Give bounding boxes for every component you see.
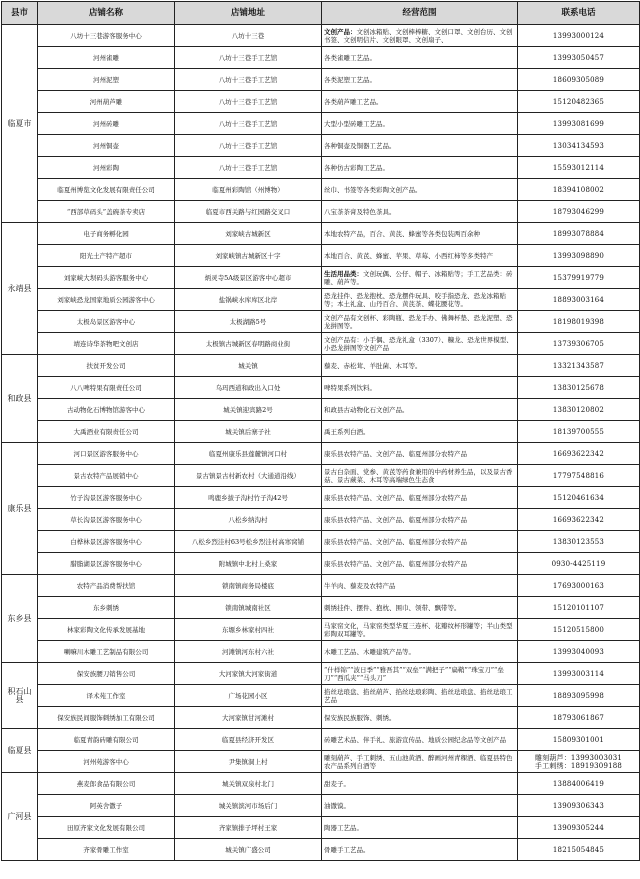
phone-number: 13321343587 xyxy=(552,361,605,370)
shop-name-cell: 喇嘛川木雕工艺制品有限公司 xyxy=(38,641,175,663)
shop-address-cell: 八坊十三巷 xyxy=(175,25,322,47)
shop-name-cell: 靖连诗华茶物吧文创店 xyxy=(38,333,175,355)
phone-number: 13993098890 xyxy=(552,251,605,260)
shop-name-cell: 阳光土产特产超市 xyxy=(38,245,175,267)
business-scope-cell xyxy=(322,663,518,685)
table-row xyxy=(2,839,640,861)
scope-text: 本地百合、黄芪、蜂蜜、苹果、草莓、小西红柿等多类特产 xyxy=(324,251,493,260)
phone-number: 0930-4425119 xyxy=(551,559,606,568)
shop-name-cell: 阿英舍馓子 xyxy=(38,795,175,817)
shop-address-cell: 八松乡烈洼村63号松乡烈洼村高寒窝铺 xyxy=(175,531,322,553)
phone-cell xyxy=(518,751,640,773)
phone-number: 18139700555 xyxy=(552,427,605,436)
scope-text: 文创冰箱贴、文创棒棒糖、文创口罩、文创台历、文创书签、文创明信片、文创眼罩、文创扇子、 xyxy=(324,27,513,44)
table-row xyxy=(2,267,640,289)
phone-cell xyxy=(518,729,640,751)
phone-cell xyxy=(518,817,640,839)
phone-number: 13830120802 xyxy=(552,405,605,414)
scope-text: 八宝茶茶膏及特色茶具。 xyxy=(324,207,396,216)
phone-cell xyxy=(518,839,640,861)
county-cell: 东乡县 xyxy=(2,575,38,663)
shop-name-cell: 刘家峡恐龙国家地质公园游客中心 xyxy=(38,289,175,311)
phone-number: 16693622342 xyxy=(552,449,605,458)
scope-text: 康乐县农特产品、文创产品、临夏州部分农特产品 xyxy=(324,449,467,458)
shop-address-cell: 城关镇滨河市场后门 xyxy=(175,795,322,817)
table-row xyxy=(2,25,640,47)
business-scope-cell xyxy=(322,839,518,861)
phone-number: 18893095998 xyxy=(552,691,605,700)
shop-address-cell: 八坊十三巷手工艺馆 xyxy=(175,91,322,113)
business-scope-cell xyxy=(322,619,518,641)
business-scope-cell xyxy=(322,377,518,399)
business-scope-cell xyxy=(322,531,518,553)
shop-address-cell: 临夏州彩陶馆（州博物） xyxy=(175,179,322,201)
scope-text: 各种铜壶及铜器工艺品。 xyxy=(324,141,396,150)
scope-text: 雕刻葫芦、手工刺绣、五山池黄酒、醉画河州青稞酒、临夏县特色农产品系列自酒等 xyxy=(324,753,513,770)
table-row xyxy=(2,597,640,619)
table-row xyxy=(2,113,640,135)
phone-number: 17797548816 xyxy=(552,471,605,480)
phone-cell xyxy=(518,619,640,641)
shop-name-cell: 河州苑游客中心 xyxy=(38,751,175,773)
table-row xyxy=(2,421,640,443)
shop-name-cell: “西部草码头”盖碗茶专卖店 xyxy=(38,201,175,223)
table-row xyxy=(2,751,640,773)
shop-name-cell: 林家彩陶文化传承发展基地 xyxy=(38,619,175,641)
business-scope-cell xyxy=(322,113,518,135)
phone-number: 15120461634 xyxy=(552,493,605,502)
shop-address-cell: 临夏州康乐县莲麓镇河口村 xyxy=(175,443,322,465)
table-header-row xyxy=(2,2,640,25)
business-scope-cell xyxy=(322,553,518,575)
scope-text: “什样锦”“波日季”“雅吾其”“双垒”“满把子”“扁鞘”“珠宝刀”“垒刀”“西瓜夹”“马头刀” xyxy=(324,665,504,682)
shop-address-cell: 城关镇迎宾路2号 xyxy=(175,399,322,421)
table-row xyxy=(2,641,640,663)
phone-number: 15120101107 xyxy=(552,603,605,612)
phone-cell xyxy=(518,201,640,223)
business-scope-cell xyxy=(322,135,518,157)
phone-cell xyxy=(518,443,640,465)
shop-name-cell: 古动物化石博物馆游客中心 xyxy=(38,399,175,421)
scope-text: 大型小型砖雕工艺品。 xyxy=(324,119,389,128)
shop-address-cell: 城关镇后寨子社 xyxy=(175,421,322,443)
shop-address-cell: 八坊十三巷手工艺馆 xyxy=(175,113,322,135)
scope-text: 本地农特产品，百合、黄芪、蜂蜜等各类包装两百余种 xyxy=(324,229,480,238)
scope-text: 牛羊肉、藜麦及农特产品 xyxy=(324,581,396,590)
table-row xyxy=(2,355,640,377)
business-scope-cell xyxy=(322,443,518,465)
table-row xyxy=(2,465,640,487)
business-scope-cell xyxy=(322,245,518,267)
scope-text: 掐丝珐琅盘、掐丝葫芦、掐丝珐琅彩陶、掐丝珐琅盘、掐丝珐琅工艺品 xyxy=(324,687,513,704)
phone-number: 17693000163 xyxy=(552,581,605,590)
shop-name-cell: 河州彩陶 xyxy=(38,157,175,179)
scope-text: 油馓馍。 xyxy=(324,801,350,810)
phone-number: 13993081699 xyxy=(552,119,605,128)
business-scope-cell xyxy=(322,773,518,795)
phone-cell xyxy=(518,267,640,289)
business-scope-cell xyxy=(322,157,518,179)
header-shop-address: 店铺地址 xyxy=(175,2,322,25)
shop-address-cell: 广场花园小区 xyxy=(175,685,322,707)
shop-name-cell: 保安族民间服饰刺绣加工有限公司 xyxy=(38,707,175,729)
phone-cell xyxy=(518,377,640,399)
phone-cell xyxy=(518,25,640,47)
shop-address-cell: 八坊十三巷手工艺馆 xyxy=(175,69,322,91)
phone-number: 13739306705 xyxy=(552,339,605,348)
shop-address-cell: 尹集镇洞上村 xyxy=(175,751,322,773)
shop-name-cell: 草长沟景区游客服务中心 xyxy=(38,509,175,531)
county-cell: 广河县 xyxy=(2,773,38,861)
phone-number: 18609305089 xyxy=(552,75,605,84)
business-scope-cell xyxy=(322,201,518,223)
business-scope-cell xyxy=(322,575,518,597)
table-row xyxy=(2,531,640,553)
shop-address-cell: 鸣鹿乡拔子沟村竹子沟42号 xyxy=(175,487,322,509)
phone-number: 13993000124 xyxy=(552,31,605,40)
phone-number: 18215054845 xyxy=(552,845,605,854)
shop-address-cell: 大河家镇甘河滩村 xyxy=(175,707,322,729)
shop-name-cell: 东乡刺绣 xyxy=(38,597,175,619)
scope-text: 马家窑文化，马家窑类型华夏三连杯、花瓣纹杯形罐等；半山类型彩陶双耳罐等。 xyxy=(324,621,513,638)
header-shop-name: 店铺名称 xyxy=(38,2,175,25)
shop-name-cell: 刘家峡大坝码头游客服务中心 xyxy=(38,267,175,289)
business-scope-cell xyxy=(322,311,518,333)
table-row xyxy=(2,377,640,399)
table-row xyxy=(2,817,640,839)
scope-text: 啤特果系列饮料。 xyxy=(324,383,376,392)
business-scope-cell xyxy=(322,707,518,729)
scope-text: 刺绣挂件、摆件、抱枕、围巾、领带、飘带等。 xyxy=(324,603,461,612)
scope-text: 文创产品有文创杯、彩陶瓶、恐龙手办、佛舞杯垫、恐龙泥塑、恐龙拼图等。 xyxy=(324,313,513,330)
phone-cell xyxy=(518,311,640,333)
scope-text: 康乐县农特产品、文创产品、临夏州部分农特产品 xyxy=(324,493,467,502)
shop-name-cell: 译术苑工作室 xyxy=(38,685,175,707)
scope-text: 康乐县农特产品、文创产品、临夏州部分农特产品 xyxy=(324,559,467,568)
business-scope-cell xyxy=(322,91,518,113)
phone-number: 15120515800 xyxy=(552,625,605,634)
header-business-scope: 经营范围 xyxy=(322,2,518,25)
county-cell: 积石山县 xyxy=(2,663,38,729)
shop-address-cell: 临夏县经济开发区 xyxy=(175,729,322,751)
phone-cell xyxy=(518,355,640,377)
phone-cell xyxy=(518,663,640,685)
phone-cell xyxy=(518,91,640,113)
phone-number: 18793061867 xyxy=(552,713,605,722)
phone-cell xyxy=(518,707,640,729)
scope-text: 骨雕手工艺品。 xyxy=(324,845,370,854)
shop-name-cell: 腊脂湖景区游客服务中心 xyxy=(38,553,175,575)
scope-text: 各类泥塑工艺品。 xyxy=(324,75,376,84)
table-row xyxy=(2,509,640,531)
phone-cell xyxy=(518,179,640,201)
phone-cell xyxy=(518,509,640,531)
scope-text: 文创产品有：小手偶、恐龙礼盒（3307）、糠龙、恐龙世界模型、小恐龙拼图等文创产品 xyxy=(324,335,513,352)
phone-number: 13034134593 xyxy=(552,141,605,150)
shop-name-cell: 河州砖雕 xyxy=(38,113,175,135)
shop-name-cell: 临夏青韵砖雕有限公司 xyxy=(38,729,175,751)
header-phone: 联系电话 xyxy=(518,2,640,25)
business-scope-cell xyxy=(322,817,518,839)
shop-name-cell: 河州葫芦雕 xyxy=(38,91,175,113)
table-row xyxy=(2,685,640,707)
phone-cell xyxy=(518,575,640,597)
table-row xyxy=(2,619,640,641)
phone-number: 18993078884 xyxy=(552,229,605,238)
scope-text: 各类葫芦雕工艺品。 xyxy=(324,97,383,106)
phone-cell xyxy=(518,333,640,355)
county-cell: 临夏市 xyxy=(2,25,38,223)
business-scope-cell xyxy=(322,729,518,751)
business-scope-cell xyxy=(322,267,518,289)
business-scope-cell xyxy=(322,685,518,707)
table-row xyxy=(2,443,640,465)
business-scope-cell xyxy=(322,289,518,311)
shop-name-cell: 八八啤特果有限责任公司 xyxy=(38,377,175,399)
phone-number: 18893003164 xyxy=(552,295,605,304)
scope-text: 甜麦子。 xyxy=(324,779,350,788)
table-body xyxy=(2,25,640,861)
business-scope-cell xyxy=(322,223,518,245)
shop-address-cell: 炳灵寺5A级景区游客中心超市 xyxy=(175,267,322,289)
table-row xyxy=(2,707,640,729)
phone-number: 18793046299 xyxy=(552,207,605,216)
table-row xyxy=(2,135,640,157)
table-row xyxy=(2,69,640,91)
phone-cell xyxy=(518,421,640,443)
business-scope-cell xyxy=(322,47,518,69)
business-scope-cell xyxy=(322,25,518,47)
phone-cell xyxy=(518,553,640,575)
scope-text: 保安族民族服饰、刺绣。 xyxy=(324,713,396,722)
phone-cell xyxy=(518,113,640,135)
scope-text: 砖雕艺术品、伴手礼、旅游宣传品、地质公园纪念品等文创产品 xyxy=(324,735,506,744)
shop-address-cell: 八坊十三巷手工艺馆 xyxy=(175,157,322,179)
shop-name-cell: 大禹酒业有限责任公司 xyxy=(38,421,175,443)
phone-number: 18394108002 xyxy=(552,185,605,194)
phone-cell xyxy=(518,245,640,267)
table-row xyxy=(2,487,640,509)
phone-number: 13909306343 xyxy=(552,801,605,810)
shop-address-cell: 河滩镇河东村六社 xyxy=(175,641,322,663)
shop-address-cell: 锁南镇城南社区 xyxy=(175,597,322,619)
shop-directory-table xyxy=(1,1,640,861)
table-row xyxy=(2,553,640,575)
scope-text: 和政县古动物化石文创产品。 xyxy=(324,405,409,414)
scope-text: 文创玩偶、公仔、帽子、冰箱贴等；手工艺品类：砖雕、葫芦等。 xyxy=(324,269,513,286)
table-row xyxy=(2,773,640,795)
business-scope-cell xyxy=(322,641,518,663)
shop-name-cell: 临夏州博览文化发展有限责任公司 xyxy=(38,179,175,201)
table-row xyxy=(2,663,640,685)
scope-text: 木雕工艺品、木雕建筑产品等。 xyxy=(324,647,415,656)
shop-name-cell: 燕麦郎食品有限公司 xyxy=(38,773,175,795)
phone-number: 13830125678 xyxy=(552,383,605,392)
scope-text: 康乐县农特产品、文创产品、临夏州部分农特产品 xyxy=(324,515,467,524)
table-row xyxy=(2,91,640,113)
business-scope-cell xyxy=(322,179,518,201)
shop-address-cell: 锁南镇商务局楼底 xyxy=(175,575,322,597)
shop-address-cell: 城关镇双泉村北门 xyxy=(175,773,322,795)
phone-cell xyxy=(518,641,640,663)
county-cell: 和政县 xyxy=(2,355,38,443)
phone-number: 15593012114 xyxy=(552,163,605,172)
county-cell: 永靖县 xyxy=(2,223,38,355)
shop-address-cell: 景古镇景古村新农村（大通道沿线） xyxy=(175,465,322,487)
scope-text: 康乐县农特产品、文创产品、临夏州部分农特产品 xyxy=(324,537,467,546)
county-cell: 临夏县 xyxy=(2,729,38,773)
business-scope-cell xyxy=(322,355,518,377)
shop-name-cell: 河口景区游客服务中心 xyxy=(38,443,175,465)
header-county: 县市 xyxy=(2,2,38,25)
scope-category-label: 生活用品类： xyxy=(324,269,363,278)
table-row xyxy=(2,575,640,597)
phone-number: 13909305244 xyxy=(552,823,605,832)
shop-address-cell: 八松乡纳沟村 xyxy=(175,509,322,531)
shop-name-cell: 齐家骨雕工作室 xyxy=(38,839,175,861)
phone-number: 13993050457 xyxy=(552,53,605,62)
shop-address-cell: 太极湖路5号 xyxy=(175,311,322,333)
phone-cell xyxy=(518,773,640,795)
shop-address-cell: 八坊十三巷手工艺馆 xyxy=(175,135,322,157)
business-scope-cell xyxy=(322,421,518,443)
phone-number: 13830123553 xyxy=(552,537,605,546)
phone-number: 手工刺绣：18919309188 xyxy=(534,761,623,770)
phone-cell xyxy=(518,289,640,311)
phone-number: 13993003114 xyxy=(552,669,605,678)
scope-text: 各种仿古彩陶工艺品。 xyxy=(324,163,389,172)
scope-text: 丝巾、书签等各类彩陶文创产品。 xyxy=(324,185,422,194)
business-scope-cell xyxy=(322,333,518,355)
phone-cell xyxy=(518,223,640,245)
shop-name-cell: 竹子沟景区游客服务中心 xyxy=(38,487,175,509)
phone-cell xyxy=(518,135,640,157)
shop-address-cell: 城关镇广盛公司 xyxy=(175,839,322,861)
shop-name-cell: 河州铜壶 xyxy=(38,135,175,157)
table-row xyxy=(2,157,640,179)
business-scope-cell xyxy=(322,751,518,773)
phone-number: 雕刻葫芦：13993003031 xyxy=(534,753,623,762)
shop-address-cell: 临夏市西关路与红园路交叉口 xyxy=(175,201,322,223)
shop-name-cell: 河州泥塑 xyxy=(38,69,175,91)
phone-cell xyxy=(518,795,640,817)
phone-number: 13884006419 xyxy=(552,779,605,788)
shop-address-cell: 大河家镇大河家街道 xyxy=(175,663,322,685)
table-row xyxy=(2,245,640,267)
shop-address-cell: 刘家峡镇古城新区十字 xyxy=(175,245,322,267)
phone-cell xyxy=(518,597,640,619)
scope-text: 各类雀雕工艺品。 xyxy=(324,53,376,62)
table-row xyxy=(2,729,640,751)
scope-text: 恐龙挂件、恐龙抱枕、恐龙摆件玩具、咬手指恐龙、恐龙冰箱贴等；本土礼盒、山丹百合、黄芪茶、蝶花腰花等。 xyxy=(324,291,506,308)
shop-name-cell: 扶贫开发公司 xyxy=(38,355,175,377)
scope-text: 景古白杂面、党参、黄芪等药食兼用的中药材养生品，以及景古香菇、景古蕨菜、木耳等高端绿色生态食 xyxy=(324,467,513,484)
table-row xyxy=(2,311,640,333)
table-row xyxy=(2,289,640,311)
business-scope-cell xyxy=(322,487,518,509)
phone-cell xyxy=(518,487,640,509)
shop-address-cell: 盐锅峡水库库区北岸 xyxy=(175,289,322,311)
table-row xyxy=(2,223,640,245)
scope-category-label: 文创产品： xyxy=(324,27,357,36)
shop-name-cell: 景古农特产品展销中心 xyxy=(38,465,175,487)
phone-cell xyxy=(518,47,640,69)
shop-address-cell: 刘家峡古城新区 xyxy=(175,223,322,245)
scope-text: 禹王系列白酒。 xyxy=(324,427,370,436)
business-scope-cell xyxy=(322,795,518,817)
business-scope-cell xyxy=(322,509,518,531)
shop-address-cell: 八坊十三巷手工艺馆 xyxy=(175,47,322,69)
shop-name-cell: 保安族腰刀销售公司 xyxy=(38,663,175,685)
shop-name-cell: 农特产品消费帮扶馆 xyxy=(38,575,175,597)
phone-cell xyxy=(518,531,640,553)
phone-cell xyxy=(518,399,640,421)
phone-number: 16693622342 xyxy=(552,515,605,524)
phone-number: 15120482365 xyxy=(552,97,605,106)
business-scope-cell xyxy=(322,597,518,619)
county-cell: 康乐县 xyxy=(2,443,38,575)
shop-address-cell: 东塬乡林家村四社 xyxy=(175,619,322,641)
shop-address-cell: 齐家镇排子坪村王家 xyxy=(175,817,322,839)
table-row xyxy=(2,399,640,421)
shop-name-cell: 白桦林景区游客服务中心 xyxy=(38,531,175,553)
table-row xyxy=(2,47,640,69)
shop-name-cell: 电子商务孵化园 xyxy=(38,223,175,245)
scope-text: 陶器工艺品。 xyxy=(324,823,363,832)
business-scope-cell xyxy=(322,465,518,487)
phone-cell xyxy=(518,69,640,91)
phone-number: 15379919779 xyxy=(552,273,605,282)
shop-address-cell: 太极镇古城新区春明路商业街 xyxy=(175,333,322,355)
business-scope-cell xyxy=(322,399,518,421)
shop-address-cell: 城关镇 xyxy=(175,355,322,377)
business-scope-cell xyxy=(322,69,518,91)
phone-number: 18198019398 xyxy=(552,317,605,326)
shop-name-cell: 河州雀雕 xyxy=(38,47,175,69)
table-row xyxy=(2,333,640,355)
phone-cell xyxy=(518,157,640,179)
table-row xyxy=(2,795,640,817)
shop-address-cell: 乌玛西道和政出入口处 xyxy=(175,377,322,399)
scope-text: 藜麦、赤松茸、羊肚菌、木耳等。 xyxy=(324,361,422,370)
table-row xyxy=(2,179,640,201)
phone-number: 13993040093 xyxy=(552,647,605,656)
shop-name-cell: 田原齐家文化发展有限公司 xyxy=(38,817,175,839)
phone-number: 15809301001 xyxy=(552,735,605,744)
shop-address-cell: 附城镇中北村上桑家 xyxy=(175,553,322,575)
shop-name-cell: 八坊十三巷游客服务中心 xyxy=(38,25,175,47)
phone-cell xyxy=(518,685,640,707)
shop-name-cell: 太极岛景区游客中心 xyxy=(38,311,175,333)
phone-cell xyxy=(518,465,640,487)
table-row xyxy=(2,201,640,223)
